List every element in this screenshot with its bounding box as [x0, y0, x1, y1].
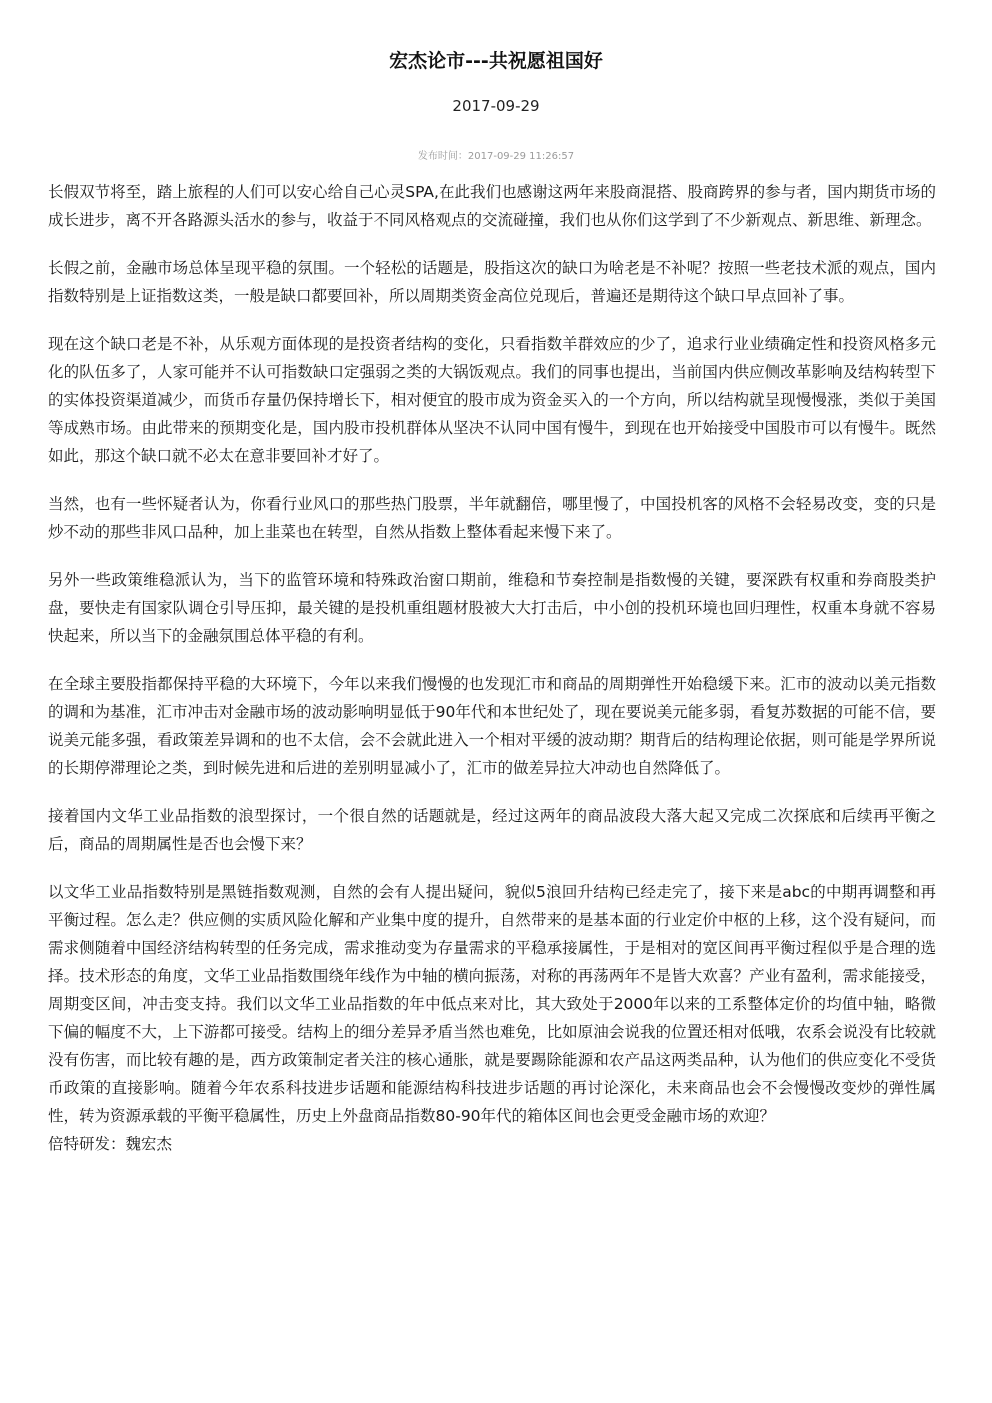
article-title: 宏杰论市---共祝愿祖国好	[389, 50, 603, 72]
publish-time-value: 2017-09-29 11:26:57	[467, 151, 575, 162]
article-date: 2017-09-29	[452, 97, 540, 115]
paragraph-6: 在全球主要股指都保持平稳的大环境下，今年以来我们慢慢的也发现汇市和商品的周期弹性开始稳缓下来。汇市的波动以美元指数的调和为基准，汇市冲击对金融市场的波动影响明显低于90年代和本世纪处了，现在要说美元能多弱，看复苏数据的可能不信，要说美元能多强，看政策差异调和的也不太信，会不会就此进入一个相对平缓的波动期？期背后的结构理论依据，则可能是学界所说的长期停滞理论之类，到时候先进和后进的差别明显减小了，汇市的做差异拉大冲动也自然降低了。	[48, 675, 936, 777]
paragraph-8: 以文华工业品指数特别是黑链指数观测，自然的会有人提出疑问，貌似5浪回升结构已经走完了，接下来是abc的中期再调整和再平衡过程。怎么走？供应侧的实质风险化解和产业集中度的提升，自然带来的是基本面的行业定价中枢的上移，这个没有疑问，而需求侧随着中国经济结构转型的任务完成，需求推动变为存量需求的平稳承接属性，于是相对的宽区间再平衡过程似乎是合理的选择。技术形态的角度，文华工业品指数围绕年线作为中轴的横向振荡，对称的再荡两年不是皆大欢喜？产业有盈利，需求能接受，周期变区间，冲击变支持。我们以文华工业品指数的年中低点来对比，其大致处于2000年以来的工系整体定价的均值中轴，略微下偏的幅度不大，上下游都可接受。结构上的细分差异矛盾当然也难免，比如原油会说我的位置还相对低哦，农系会说没有比较就没有伤害，而比较有趣的是，西方政策制定者关注的核心通胀，就是要踢除能源和农产品这两类品种，认为他们的供应变化不受货币政策的直接影响。随着今年农系科技进步话题和能源结构科技进步话题的再讨论深化，未来商品也会不会慢慢改变炒的弹性属性，转为资源承载的平衡平稳属性，历史上外盘商品指数80-90年代的箱体区间也会更受金融市场的欢迎？	[48, 883, 936, 1125]
article-body	[48, 178, 936, 1158]
publish-time-label: 发布时间：	[417, 151, 468, 162]
paragraph-7: 接着国内文华工业品指数的浪型探讨，一个很自然的话题就是，经过这两年的商品波段大落大起又完成二次探底和后续再平衡之后，商品的周期属性是否也会慢下来？	[48, 807, 936, 853]
paragraph-5: 另外一些政策维稳派认为，当下的监管环境和特殊政治窗口期前，维稳和节奏控制是指数慢的关键，要深跌有权重和券商股类护盘，要快走有国家队调仓引导压抑，最关键的是投机重组题材股被大大打击后，中小创的投机环境也回归理性，权重本身就不容易快起来，所以当下的金融氛围总体平稳的有利。	[48, 571, 936, 645]
author-signature: 倍特研发：魏宏杰	[48, 1135, 173, 1153]
paragraph-4: 当然，也有一些怀疑者认为，你看行业风口的那些热门股票，半年就翻倍，哪里慢了，中国投机客的风格不会轻易改变，变的只是炒不动的那些非风口品种，加上韭菜也在转型，自然从指数上整体看起来慢下来了。	[48, 495, 936, 541]
publish-time-line	[0, 150, 992, 164]
paragraph-3: 现在这个缺口老是不补，从乐观方面体现的是投资者结构的变化，只看指数羊群效应的少了，追求行业业绩确定性和投资风格多元化的队伍多了，人家可能并不认可指数缺口定强弱之类的大锅饭观点。我们的同事也提出，当前国内供应侧改革影响及结构转型下的实体投资渠道减少，而货币存量仍保持增长下，相对便宜的股市成为资金买入的一个方向，所以结构就呈现慢慢涨，类似于美国等成熟市场。由此带来的预期变化是，国内股市投机群体从坚决不认同中国有慢牛，到现在也开始接受中国股市可以有慢牛。既然如此，那这个缺口就不必太在意非要回补才好了。	[48, 335, 936, 465]
paragraph-1: 长假双节将至，踏上旅程的人们可以安心给自己心灵SPA,在此我们也感谢这两年来股商混搭、股商跨界的参与者，国内期货市场的成长进步，离不开各路源头活水的参与，收益于不同风格观点的交流碰撞，我们也从你们这学到了不少新观点、新思维、新理念。	[48, 183, 936, 229]
paragraph-2: 长假之前，金融市场总体呈现平稳的氛围。一个轻松的话题是，股指这次的缺口为啥老是不补呢？按照一些老技术派的观点，国内指数特别是上证指数这类，一般是缺口都要回补，所以周期类资金高位兑现后，普遍还是期待这个缺口早点回补了事。	[48, 259, 936, 305]
